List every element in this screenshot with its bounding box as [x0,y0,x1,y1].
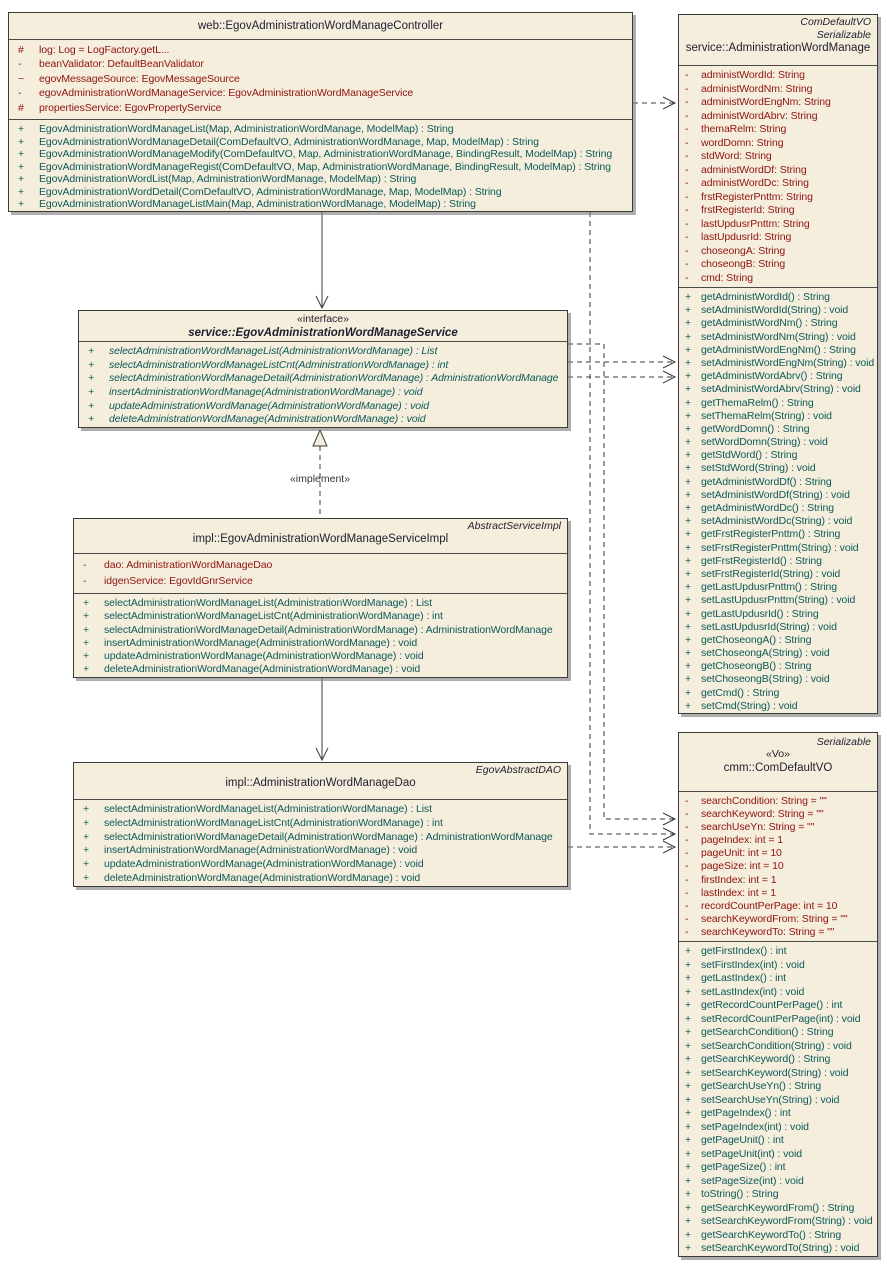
attributes-section [679,791,877,941]
uml-member-row: - wordDomn: String [685,136,784,149]
class-title: service::EgovAdministrationWordManageService [188,327,458,339]
uml-member-row: + getAdministWordAbrv() : String [685,370,843,383]
uml-member-row: + setLastUpdusrId(String) : void [685,620,837,633]
stereotype-label: «interface» [297,313,349,325]
uml-member-row: + updateAdministrationWordManage(AdministrationWordManage) : void [83,650,424,663]
uml-member-row: + EgovAdministrationWordManageModify(ComDefaultVO, Map, AdministrationWordManage, BindingResult, ModelMap) : String [18,148,613,161]
uml-member-row: + getPageSize() : int [685,1161,786,1173]
uml-member-row: + updateAdministrationWordManage(AdministrationWordManage) : void [88,399,429,412]
uml-member-row: + getSearchKeywordFrom() : String [685,1201,855,1214]
uml-member-row: - administWordNm: String [685,82,813,95]
uml-member-row: # propertiesService: EgovPropertyService [18,101,222,114]
uml-member-row: - lastUpdusrPnttm: String [685,217,810,230]
uml-member-row: - searchCondition: String = "" [685,795,827,807]
uml-member-row: - pageSize: int = 10 [685,860,784,873]
class-title: impl::EgovAdministrationWordManageServiceImpl [192,533,449,545]
uml-member-row: + EgovAdministrationWordManageList(Map, AdministrationWordManage, ModelMap) : String [18,123,454,135]
uml-member-row: + EgovAdministrationWordManageDetail(ComDefaultVO, AdministrationWordManage, Map, ModelMap) : String [18,135,539,148]
uml-member-row: + setChoseongB(String) : void [685,673,830,686]
class-box-controller[interactable] [8,12,633,212]
uml-member-row: - frstRegisterPnttm: String [685,190,813,203]
uml-member-row: + toString() : String [685,1188,779,1200]
uml-member-row: - searchKeywordTo: String = "" [685,925,835,938]
uml-member-row: + getSearchKeywordTo() : String [685,1228,842,1241]
class-header [79,311,567,341]
uml-member-row: + setPageSize(int) : void [685,1174,804,1187]
uml-member-row: + getCmd() : String [685,686,780,699]
class-box-com-default-vo[interactable] [678,732,878,1257]
uml-member-row: + selectAdministrationWordManageList(AdministrationWordManage) : List [83,803,432,815]
uml-member-row: - searchUseYn: String = "" [685,821,815,834]
implement-stereotype-label: «implement» [289,473,351,485]
stereotype-label: «Vo» [766,748,790,760]
realization-triangle-icon [313,430,327,446]
uml-member-row: + setWordDomn(String) : void [685,436,828,449]
uml-member-row: + selectAdministrationWordManageListCnt(AdministrationWordManage) : int [83,816,443,829]
uml-member-row: - beanValidator: DefaultBeanValidator [18,58,204,71]
uml-member-row: + setRecordCountPerPage(int) : void [685,1012,861,1025]
class-title: web::EgovAdministrationWordManageController [197,20,444,32]
class-header [679,733,877,791]
uml-member-row: + setSearchKeyword(String) : void [685,1066,849,1079]
uml-member-row: + getFrstRegisterPnttm() : String [685,528,841,541]
uml-member-row: - stdWord: String [685,150,772,162]
uml-member-row: - choseongA: String [685,244,786,257]
uml-member-row: - lastUpdusrId: String [685,231,792,243]
uml-member-row: + setAdministWordDc(String) : void [685,515,853,528]
uml-member-row: + getFirstIndex() : int [685,945,787,957]
class-header [74,763,567,799]
uml-member-row: + selectAdministrationWordManageListCnt(AdministrationWordManage) : int [88,358,449,371]
uml-member-row: - recordCountPerPage: int = 10 [685,899,838,912]
operations-section [79,341,567,428]
uml-member-row: + getLastIndex() : int [685,972,786,984]
uml-member-row: + getAdministWordEngNm() : String [685,343,856,356]
uml-member-row: + getFrstRegisterId() : String [685,554,822,567]
uml-member-row: + setSearchUseYn(String) : void [685,1093,840,1106]
uml-member-row: + EgovAdministrationWordDetail(ComDefaultVO, AdministrationWordManage, Map, ModelMap) : String [18,185,502,198]
uml-member-row: + getChoseongB() : String [685,660,812,673]
uml-member-row: + selectAdministrationWordManageListCnt(AdministrationWordManage) : int [83,610,443,623]
attributes-section [74,553,567,593]
uml-member-row: + setAdministWordAbrv(String) : void [685,383,861,396]
attributes-section [679,65,877,287]
uml-member-row: + deleteAdministrationWordManage(AdministrationWordManage) : void [83,663,421,676]
uml-member-row: + setPageIndex(int) : void [685,1120,809,1133]
uml-member-row: + getThemaRelm() : String [685,396,814,409]
uml-member-row: + selectAdministrationWordManageDetail(AdministrationWordManage) : AdministrationWordManage [83,830,553,843]
uml-member-row: - administWordAbrv: String [685,109,818,122]
operations-section [9,119,632,212]
uml-member-row: - lastIndex: int = 1 [685,886,776,899]
uml-member-row: + getRecordCountPerPage() : int [685,999,843,1011]
uml-member-row: - pageUnit: int = 10 [685,847,782,860]
uml-member-row: + EgovAdministrationWordManageListMain(Map, AdministrationWordManage, ModelMap) : String [18,198,476,211]
uml-member-row: + insertAdministrationWordManage(AdministrationWordManage) : void [83,636,418,649]
uml-member-row: - searchKeywordFrom: String = "" [685,912,848,925]
superclass-annotation: ComDefaultVO [800,16,871,28]
uml-member-row: ~ egovMessageSource: EgovMessageSource [18,72,240,85]
uml-member-row: + EgovAdministrationWordManageRegist(ComDefaultVO, Map, AdministrationWordManage, BindingResult, ModelMap) : String [18,160,611,173]
uml-member-row: + setLastIndex(int) : void [685,985,805,998]
uml-member-row: - idgenService: EgovIdGnrService [83,574,253,587]
class-header [9,13,632,39]
uml-member-row: + getStdWord() : String [685,449,798,462]
uml-member-row: + setChoseongA(String) : void [685,647,830,660]
operations-section [74,593,567,678]
class-box-service-interface[interactable] [78,310,568,428]
uml-member-row: + setFrstRegisterPnttm(String) : void [685,541,859,554]
uml-member-row: + setLastUpdusrPnttm(String) : void [685,594,856,607]
operations-section [679,287,877,714]
class-title: impl::AdministrationWordManageDao [225,777,416,789]
uml-member-row: + getAdministWordNm() : String [685,317,838,330]
interface-annotation: Serializable [816,736,871,748]
uml-member-row: + getAdministWordDf() : String [685,475,832,488]
dep-interface-to-comdefaultvo [568,344,674,819]
uml-member-row: + setSearchCondition(String) : void [685,1039,852,1052]
uml-member-row: + setAdministWordNm(String) : void [685,330,856,343]
uml-member-row: - firstIndex: int = 1 [685,873,777,886]
uml-member-row: + selectAdministrationWordManageList(AdministrationWordManage) : List [83,597,432,609]
class-box-administration-word-manage[interactable] [678,14,878,714]
class-box-service-impl[interactable] [73,518,568,678]
uml-member-row: + insertAdministrationWordManage(AdministrationWordManage) : void [88,386,423,399]
uml-member-row: + selectAdministrationWordManageDetail(AdministrationWordManage) : AdministrationWordManage [83,623,553,636]
uml-member-row: + getPageIndex() : int [685,1107,791,1119]
uml-member-row: + setStdWord(String) : void [685,462,816,475]
uml-member-row: + selectAdministrationWordManageList(AdministrationWordManage) : List [88,345,438,357]
uml-member-row: - dao: AdministrationWordManageDao [83,559,273,571]
uml-member-row: + setAdministWordId(String) : void [685,304,849,317]
attributes-section [9,39,632,119]
class-header [679,15,877,65]
class-box-dao[interactable] [73,762,568,887]
uml-member-row: + selectAdministrationWordManageDetail(AdministrationWordManage) : AdministrationWordManage [88,372,559,385]
uml-member-row: + insertAdministrationWordManage(AdministrationWordManage) : void [83,844,418,857]
superclass-annotation: EgovAbstractDAO [475,764,561,776]
uml-member-row: + deleteAdministrationWordManage(AdministrationWordManage) : void [83,871,421,884]
class-title: cmm::ComDefaultVO [723,762,833,774]
uml-member-row: - frstRegisterId: String [685,204,795,216]
uml-member-row: + getAdministWordDc() : String [685,502,834,514]
uml-member-row: - administWordDc: String [685,177,809,189]
uml-member-row: - searchKeyword: String = "" [685,808,824,821]
dep-controller-to-comdefaultvo [590,212,674,834]
uml-member-row: + getPageUnit() : int [685,1134,784,1146]
uml-member-row: - cmd: String [685,271,753,284]
uml-member-row: - pageIndex: int = 1 [685,834,783,847]
uml-member-row: + getSearchCondition() : String [685,1026,834,1038]
uml-member-row: + setCmd(String) : void [685,699,798,712]
uml-member-row: + setAdministWordEngNm(String) : void [685,356,875,369]
operations-section [679,941,877,1257]
uml-member-row: + deleteAdministrationWordManage(AdministrationWordManage) : void [88,413,426,426]
uml-member-row: + getWordDomn() : String [685,422,810,435]
uml-member-row: + getLastUpdusrPnttm() : String [685,581,837,594]
uml-member-row: # log: Log = LogFactory.getL... [18,44,170,56]
uml-member-row: + getSearchUseYn() : String [685,1080,822,1092]
uml-member-row: + getChoseongA() : String [685,633,812,646]
uml-member-row: - administWordId: String [685,69,805,81]
interface-annotation: Serializable [816,29,871,41]
uml-member-row: + setPageUnit(int) : void [685,1147,802,1160]
class-title: service::AdministrationWordManage [685,42,871,54]
uml-member-row: + setThemaRelm(String) : void [685,409,832,422]
superclass-annotation: AbstractServiceImpl [467,520,561,532]
operations-section [74,799,567,887]
uml-member-row: - choseongB: String [685,258,786,270]
uml-member-row: + setAdministWordDf(String) : void [685,488,850,501]
uml-member-row: + getLastUpdusrId() : String [685,607,819,620]
uml-member-row: + setSearchKeywordTo(String) : void [685,1242,860,1254]
uml-member-row: + getSearchKeyword() : String [685,1053,831,1065]
uml-member-row: + getAdministWordId() : String [685,291,830,303]
uml-member-row: + setSearchKeywordFrom(String) : void [685,1215,873,1227]
uml-member-row: - administWordEngNm: String [685,96,831,108]
uml-member-row: + EgovAdministrationWordList(Map, AdministrationWordManage, ModelMap) : String [18,173,417,186]
uml-member-row: - egovAdministrationWordManageService: EgovAdministrationWordManageService [18,87,414,100]
class-header [74,519,567,553]
uml-member-row: + setFirstIndex(int) : void [685,958,805,971]
uml-member-row: + updateAdministrationWordManage(AdministrationWordManage) : void [83,858,424,871]
uml-member-row: - themaRelm: String [685,123,787,135]
uml-member-row: + setFrstRegisterId(String) : void [685,567,841,580]
uml-member-row: - administWordDf: String [685,163,807,176]
